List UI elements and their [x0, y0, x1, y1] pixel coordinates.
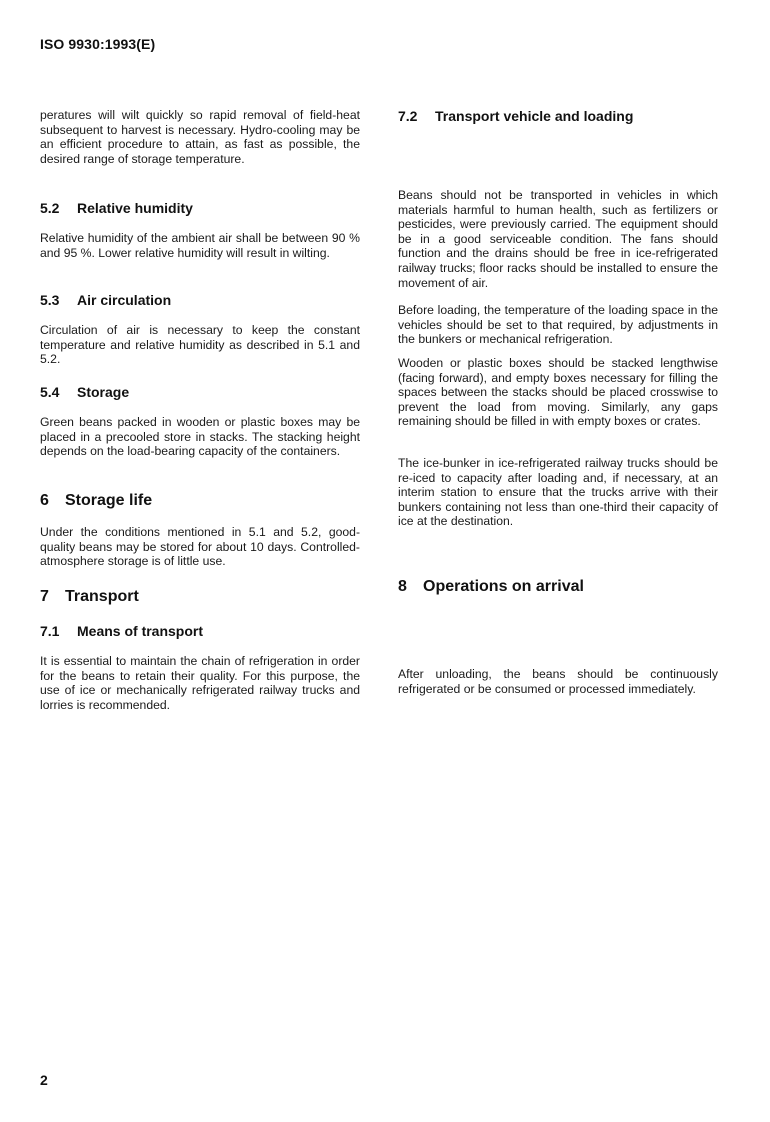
section-body-5-3: Circulation of air is necessary to keep the constant temperature and relative humidity as described in 5.1 and 5.2. — [40, 323, 360, 367]
section-number: 7 — [40, 588, 49, 605]
section-number: 7.2 — [398, 108, 418, 124]
section-heading-5-3 — [40, 292, 360, 308]
section-heading-5-4 — [40, 384, 360, 400]
section-number: 7.1 — [40, 623, 60, 639]
right-column — [398, 108, 718, 708]
section-7-2-paragraph-3: Wooden or plastic boxes should be stacked lengthwise (facing forward), and empty boxes necessary for filling the spaces between the stacks should be placed crosswise to prevent the load from moving. Similarly, any gaps remaining should be filled in with empty boxes or crates. — [398, 356, 718, 429]
section-heading-5-2 — [40, 200, 360, 216]
section-number: 5.2 — [40, 200, 60, 216]
section-heading-8 — [398, 578, 718, 596]
section-title: Operations on arrival — [423, 578, 584, 595]
page-number: 2 — [40, 1072, 48, 1088]
section-title: Relative humidity — [77, 200, 193, 216]
section-7-2-paragraph-1: Beans should not be transported in vehicles in which materials harmful to human health, such as fertilizers or pesticides, were previously carried. The equipment should be in a good serviceable condition. The fans should function and the drains should be free in ice-refrigerated railway trucks; floor racks should be installed to ensure the movement of air. — [398, 188, 718, 290]
section-heading-7-2 — [398, 108, 718, 124]
section-7-2-paragraph-2: Before loading, the temperature of the loading space in the vehicles should be set to that required, by adjustments in the bunkers or mechanical refrigeration. — [398, 303, 718, 347]
section-body-7-1: It is essential to maintain the chain of refrigeration in order for the beans to retain their quality. For this purpose, the use of ice or mechanically refrigerated railway trucks and lorries is recommended. — [40, 654, 360, 712]
section-title: Transport vehicle and loading — [435, 108, 634, 124]
section-title: Storage life — [65, 492, 153, 509]
section-title: Means of transport — [77, 623, 204, 639]
left-column — [40, 108, 360, 728]
intro-paragraph: peratures will wilt quickly so rapid removal of field-heat subsequent to harvest is necessary. Hydro-cooling may be an efficient procedure to attain, as fast as possible, the desired range of storage temperature. — [40, 108, 360, 166]
section-number: 6 — [40, 492, 49, 509]
section-heading-6 — [40, 492, 360, 510]
section-7-2-paragraph-4: The ice-bunker in ice-refrigerated railway trucks should be re-iced to capacity after loading and, if necessary, at an interim station to ensure that the trucks arrive with their bunkers containing not less than one-third their capacity of ice at the destination. — [398, 456, 718, 529]
section-8-paragraph-1: After unloading, the beans should be continuously refrigerated or be consumed or processed immediately. — [398, 667, 718, 696]
section-body-5-4: Green beans packed in wooden or plastic boxes may be placed in a precooled store in stacks. The stacking height depends on the load-bearing capacity of the containers. — [40, 415, 360, 459]
section-heading-7 — [40, 588, 360, 606]
section-number: 8 — [398, 578, 407, 595]
section-number: 5.4 — [40, 384, 60, 400]
section-title: Air circulation — [77, 292, 172, 308]
section-title: Transport — [65, 588, 139, 605]
section-body-5-2: Relative humidity of the ambient air shall be between 90 % and 95 %. Lower relative humidity will result in wilting. — [40, 231, 360, 260]
document-header: ISO 9930:1993(E) — [40, 36, 156, 52]
section-body-6: Under the conditions mentioned in 5.1 and 5.2, good-quality beans may be stored for about 10 days. Controlled-atmosphere storage is of little use. — [40, 525, 360, 569]
section-heading-7-1 — [40, 623, 360, 639]
section-number: 5.3 — [40, 292, 60, 308]
section-title: Storage — [77, 384, 130, 400]
